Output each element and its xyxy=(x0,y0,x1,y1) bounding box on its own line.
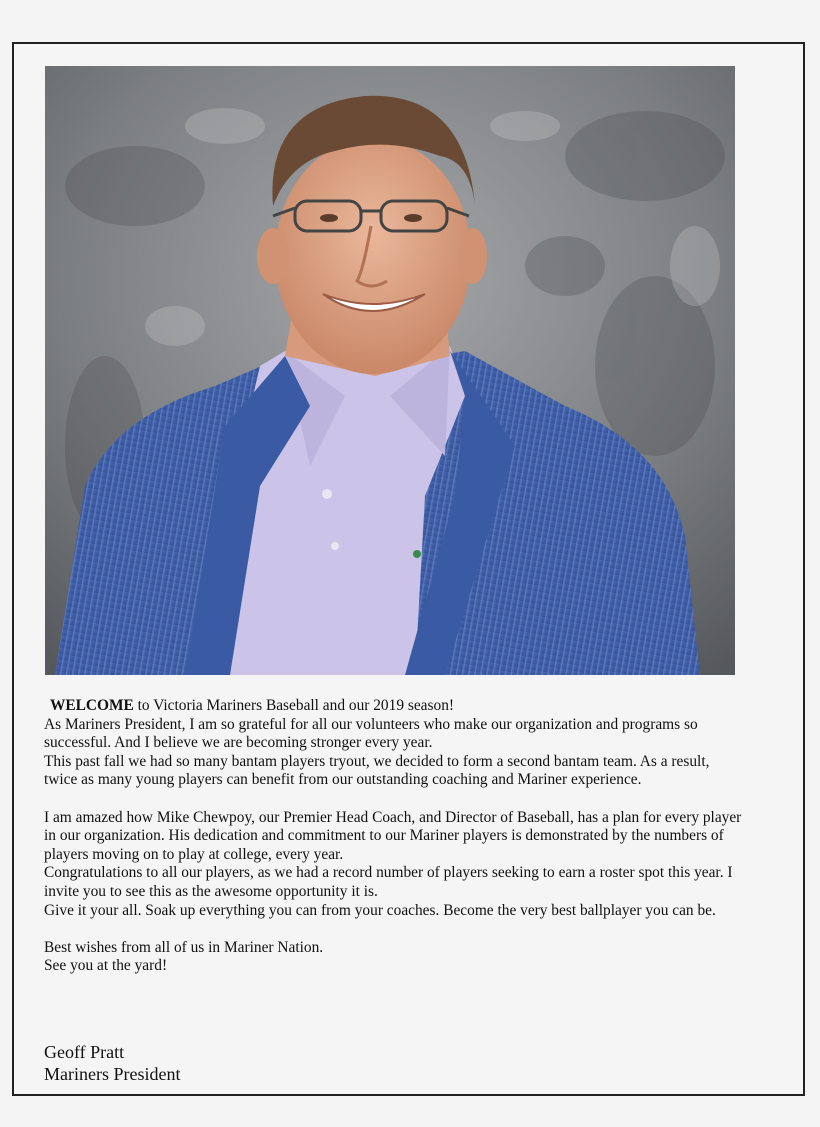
paragraph-congratulations: Congratulations to all our players, as we had a record number of players seeking to earn a roster spot this year. I invite you to see this as the awesome opportunity it is. xyxy=(44,864,733,900)
paragraph-gap xyxy=(44,920,744,939)
paragraph-coach: I am amazed how Mike Chewpoy, our Premier Head Coach, and Director of Baseball, has a plan for every player in our organization. His dedication and commitment to our Mariner players is demonstrated by the numbers of players moving on to play at college, every year. xyxy=(44,808,742,863)
president-portrait xyxy=(45,66,735,675)
paragraph-best-wishes: Best wishes from all of us in Mariner Nation. xyxy=(44,938,324,956)
welcome-heading: WELCOME xyxy=(50,697,134,714)
welcome-letter xyxy=(44,697,744,976)
signature-name: Geoff Pratt xyxy=(44,1042,125,1062)
signature-title: Mariners President xyxy=(44,1064,181,1084)
paragraph-see-you: See you at the yard! xyxy=(44,957,168,975)
paragraph-bantam: This past fall we had so many bantam players tryout, we decided to form a second bantam team. As a result, twice as many young players can benefit from our outstanding coaching and Mariner experience. xyxy=(44,752,710,789)
paragraph-give-all: Give it your all. Soak up everything you can from your coaches. Become the very best ballplayer you can be. xyxy=(44,901,716,919)
welcome-text: to Victoria Mariners Baseball and our 2019 season! xyxy=(133,697,455,714)
paragraph-gap xyxy=(44,790,744,809)
welcome-line xyxy=(44,697,744,716)
paragraph-volunteers: As Mariners President, I am so grateful for all our volunteers who make our organization and programs so successful. And I believe we are becoming stronger every year. xyxy=(44,715,698,752)
signature-block xyxy=(44,1041,180,1085)
